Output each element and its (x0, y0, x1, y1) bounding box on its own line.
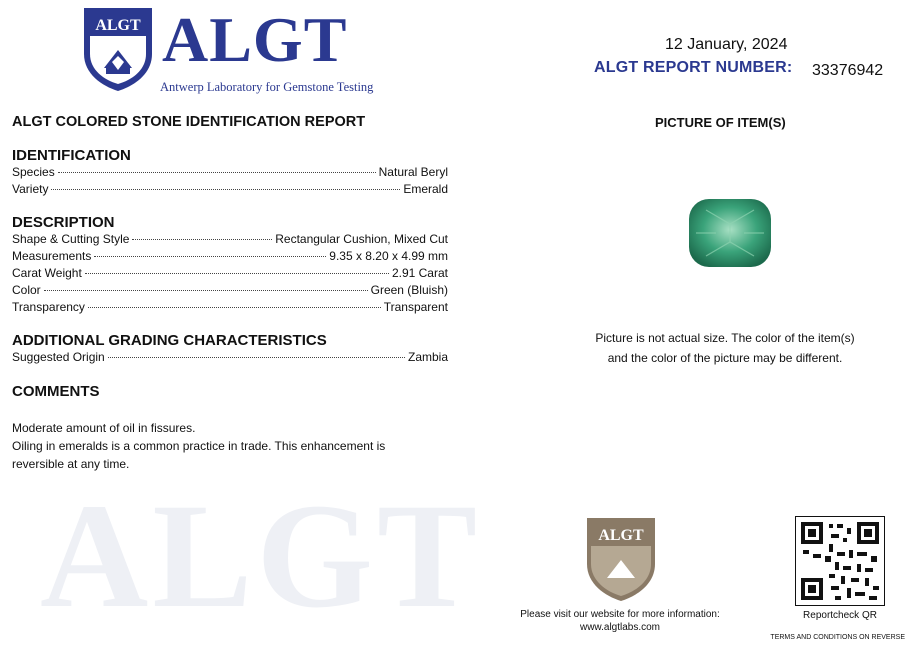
field-label: Carat Weight (12, 266, 82, 280)
dot-leader (85, 273, 389, 274)
additional-heading: ADDITIONAL GRADING CHARACTERISTICS (12, 332, 327, 349)
website-note: Please visit our website for more information: (520, 609, 720, 620)
picture-title: PICTURE OF ITEM(S) (655, 115, 786, 130)
algt-shield-logo-icon (82, 6, 154, 92)
report-number-label: ALGT REPORT NUMBER: (594, 59, 793, 76)
field-row-color (12, 283, 448, 300)
report-date: 12 January, 2024 (665, 36, 788, 53)
field-value: Transparent (383, 300, 448, 314)
report-number: 33376942 (812, 62, 884, 79)
identification-heading: IDENTIFICATION (12, 147, 131, 164)
algt-seal-icon (585, 516, 657, 602)
watermark-logo: ALGT (40, 473, 482, 639)
dot-leader (44, 290, 368, 291)
website-link[interactable]: www.algtlabs.com (579, 622, 661, 633)
field-value: 2.91 Carat (391, 266, 448, 280)
svg-text:ALGT: ALGT (598, 527, 644, 544)
dot-leader (58, 172, 376, 173)
dot-leader (94, 256, 326, 257)
field-value: 9.35 x 8.20 x 4.99 mm (329, 249, 448, 263)
picture-note-line2: and the color of the picture may be different. (607, 351, 843, 365)
emerald-photo (686, 196, 774, 270)
field-row-carat (12, 266, 448, 283)
field-label: Color (12, 283, 41, 297)
field-value: Emerald (403, 182, 448, 196)
field-row-transparency (12, 300, 448, 317)
svg-text:ALGT: ALGT (95, 17, 141, 34)
qr-label: Reportcheck QR (803, 610, 877, 621)
field-value: Green (Bluish) (370, 283, 448, 297)
dot-leader (51, 189, 400, 190)
qr-code-icon[interactable] (795, 516, 885, 606)
field-label: Shape & Cutting Style (12, 232, 130, 246)
field-label: Measurements (12, 249, 92, 263)
field-row-origin (12, 350, 448, 367)
comment-line: Oiling in emeralds is a common practice in trade. This enhancement is (12, 439, 386, 453)
logo-subtitle: Antwerp Laboratory for Gemstone Testing (160, 80, 374, 94)
field-row-shape (12, 232, 448, 249)
field-value: Zambia (407, 350, 448, 364)
comments-heading: COMMENTS (12, 383, 100, 400)
field-row-variety (12, 182, 448, 199)
logo-wordmark: ALGT (162, 4, 348, 75)
picture-note-line1: Picture is not actual size. The color of the item(s) (595, 331, 855, 345)
field-row-species (12, 165, 448, 182)
dot-leader (88, 307, 381, 308)
dot-leader (132, 239, 272, 240)
field-label: Species (12, 165, 55, 179)
field-label: Variety (12, 182, 49, 196)
terms-note: TERMS AND CONDITIONS ON REVERSE (770, 634, 905, 641)
field-value: Rectangular Cushion, Mixed Cut (275, 232, 448, 246)
description-heading: DESCRIPTION (12, 214, 115, 231)
field-label: Suggested Origin (12, 350, 105, 364)
comment-line: reversible at any time. (12, 457, 130, 471)
comment-line: Moderate amount of oil in fissures. (12, 421, 196, 435)
dot-leader (108, 357, 405, 358)
field-label: Transparency (12, 300, 85, 314)
field-row-measurements (12, 249, 448, 266)
field-value: Natural Beryl (378, 165, 448, 179)
report-title: ALGT COLORED STONE IDENTIFICATION REPORT (12, 114, 366, 130)
